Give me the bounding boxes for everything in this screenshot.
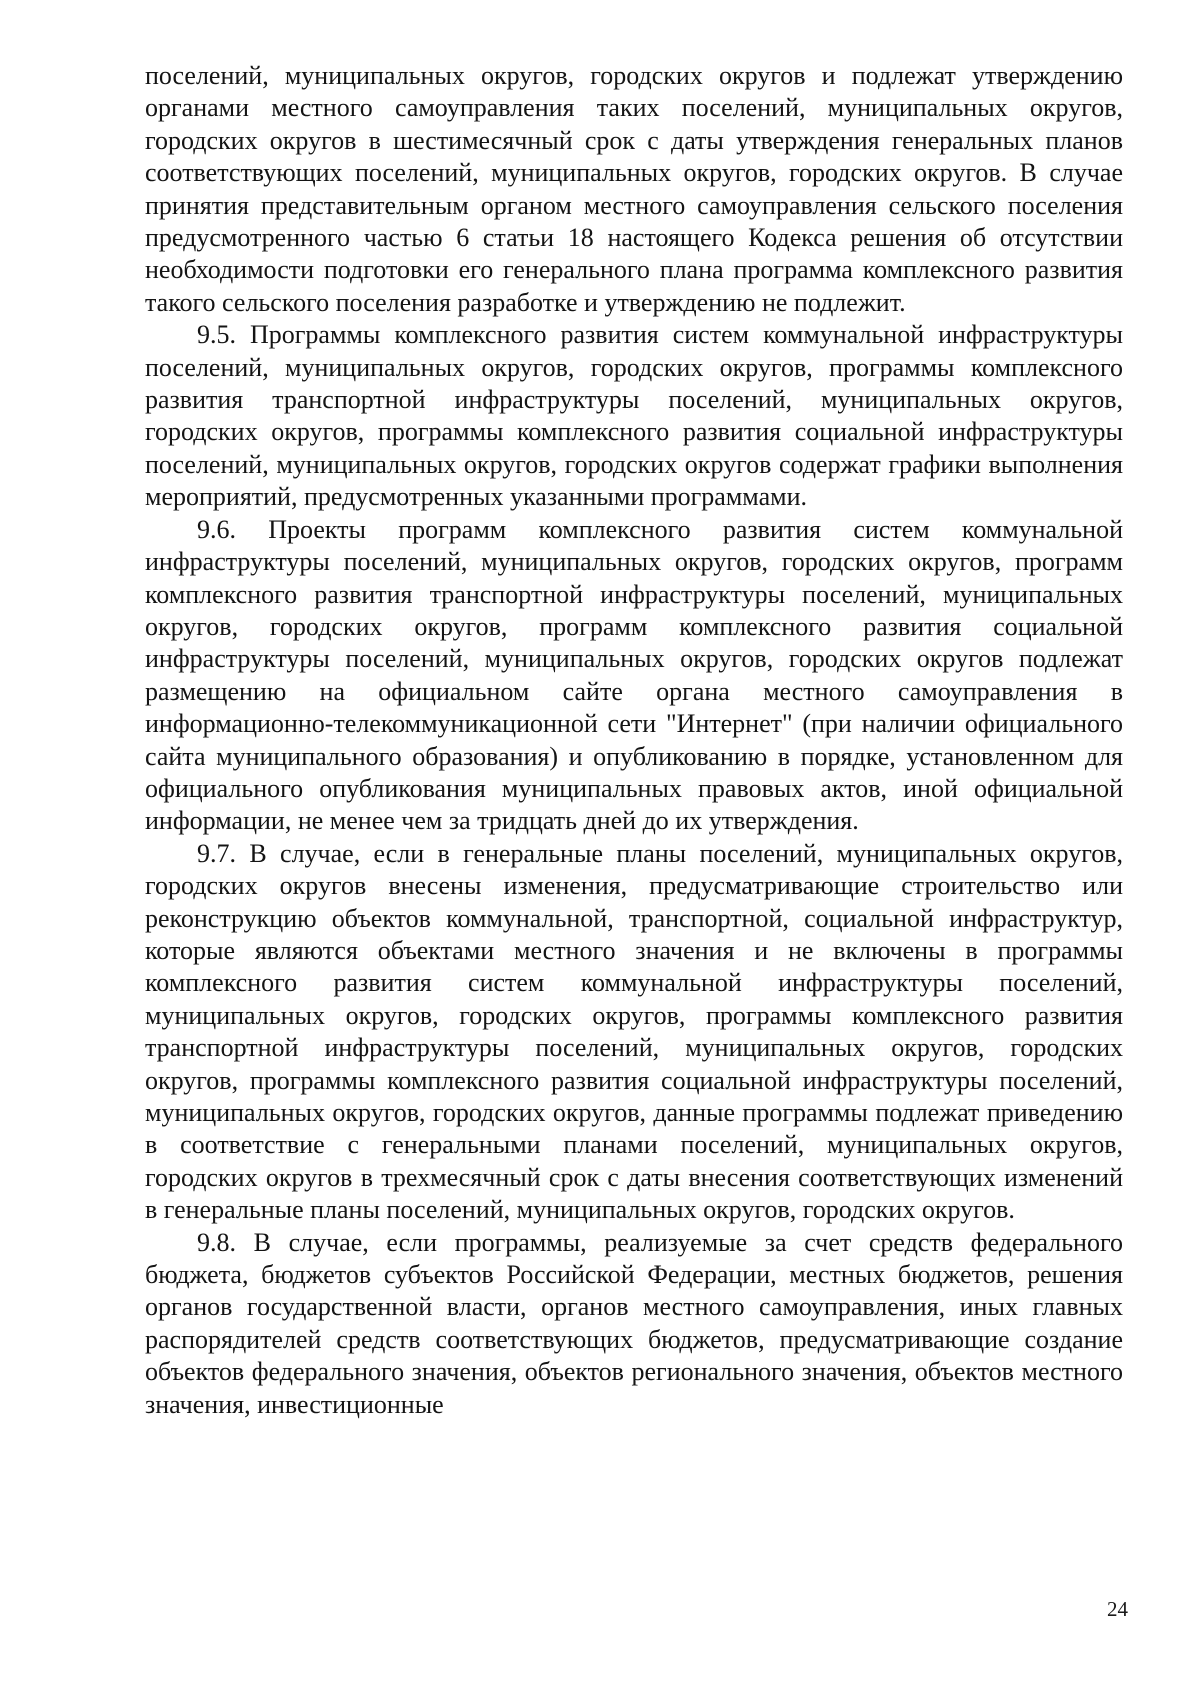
paragraph-9-6: 9.6. Проекты программ комплексного развития систем коммунальной инфраструктуры поселений, муниципальных округов, городских округов, программ комплексного развития транспортной инфраструктуры поселений, муниципальных округов, городских округов, программ комплексного развития социальной инфраструктуры поселений, муниципальных округов, городских округов подлежат размещению на официальном сайте органа местного самоуправления в информационно-телекоммуникационной сети "Интернет" (при наличии официального сайта муниципального образования) и опубликованию в порядке, установленном для официального опубликования муниципальных правовых актов, иной официальной информации, не менее чем за тридцать дней до их утверждения. [145,514,1123,836]
page-number: 24 [1107,1597,1128,1621]
paragraph-continuation: поселений, муниципальных округов, городских округов и подлежат утверждению органами местного самоуправления таких поселений, муниципальных округов, городских округов в шестимесячный срок с даты утверждения генеральных планов соответствующих поселений, муниципальных округов, городских округов. В случае принятия представительным органом местного самоуправления сельского поселения предусмотренного частью 6 статьи 18 настоящего Кодекса решения об отсутствии необходимости подготовки его генерального плана программа комплексного развития такого сельского поселения разработке и утверждению не подлежит. [145,61,1123,317]
paragraph-9-5: 9.5. Программы комплексного развития систем коммунальной инфраструктуры поселений, муниципальных округов, городских округов, программы комплексного развития транспортной инфраструктуры поселений, муниципальных округов, городских округов, программы комплексного развития социальной инфраструктуры поселений, муниципальных округов, городских округов содержат графики выполнения мероприятий, предусмотренных указанными программами. [145,320,1123,512]
paragraph-9-8: 9.8. В случае, если программы, реализуемые за счет средств федерального бюджета, бюджетов субъектов Российской Федерации, местных бюджетов, решения органов государственной власти, органов местного самоуправления, иных главных распорядителей средств соответствующих бюджетов, предусматривающие создание объектов федерального значения, объектов регионального значения, объектов местного значения, инвестиционные [145,1227,1123,1419]
document-body [145,60,1123,1421]
paragraph-9-7: 9.7. В случае, если в генеральные планы поселений, муниципальных округов, городских округов внесены изменения, предусматривающие строительство или реконструкцию объектов коммунальной, транспортной, социальной инфраструктур, которые являются объектами местного значения и не включены в программы комплексного развития систем коммунальной инфраструктуры поселений, муниципальных округов, городских округов, программы комплексного развития транспортной инфраструктуры поселений, муниципальных округов, городских округов, программы комплексного развития социальной инфраструктуры поселений, муниципальных округов, городских округов, данные программы подлежат приведению в соответствие с генеральными планами поселений, муниципальных округов, городских округов в трехмесячный срок с даты внесения соответствующих изменений в генеральные планы поселений, муниципальных округов, городских округов. [145,838,1123,1225]
